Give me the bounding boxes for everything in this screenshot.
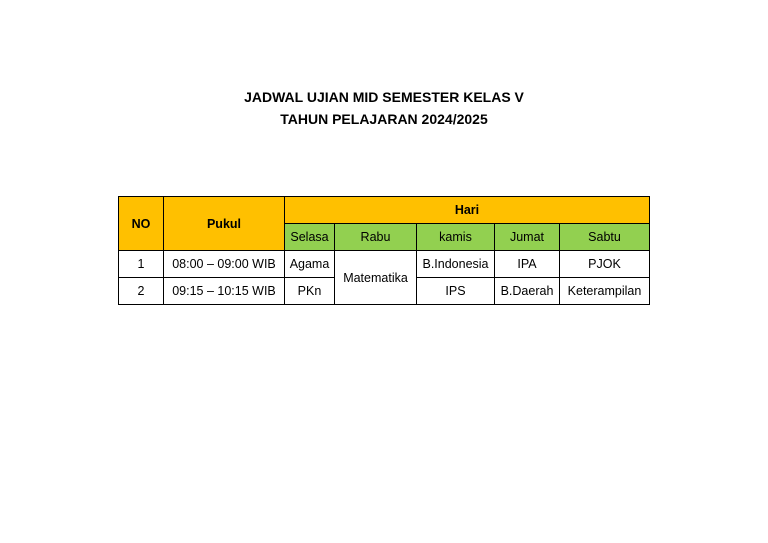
cell-kamis: B.Indonesia: [417, 251, 495, 278]
cell-jumat: IPA: [495, 251, 560, 278]
header-row-1: [119, 197, 650, 224]
cell-selasa: PKn: [285, 278, 335, 305]
exam-schedule-table: [118, 196, 650, 305]
header-pukul: Pukul: [164, 197, 285, 251]
document-subtitle: TAHUN PELAJARAN 2024/2025: [280, 111, 488, 127]
header-day-rabu: Rabu: [335, 224, 417, 251]
header-hari: Hari: [285, 197, 650, 224]
header-day-jumat: Jumat: [495, 224, 560, 251]
row-no: 2: [119, 278, 164, 305]
cell-selasa: Agama: [285, 251, 335, 278]
row-pukul: 08:00 – 09:00 WIB: [164, 251, 285, 278]
cell-sabtu: Keterampilan: [560, 278, 650, 305]
cell-rabu-merged: Matematika: [335, 251, 417, 305]
header-no: NO: [119, 197, 164, 251]
cell-sabtu: PJOK: [560, 251, 650, 278]
document-title: JADWAL UJIAN MID SEMESTER KELAS V: [244, 89, 524, 105]
header-day-kamis: kamis: [417, 224, 495, 251]
row-no: 1: [119, 251, 164, 278]
header-day-selasa: Selasa: [285, 224, 335, 251]
table-row: [119, 251, 650, 278]
cell-jumat: B.Daerah: [495, 278, 560, 305]
header-day-sabtu: Sabtu: [560, 224, 650, 251]
row-pukul: 09:15 – 10:15 WIB: [164, 278, 285, 305]
cell-kamis: IPS: [417, 278, 495, 305]
